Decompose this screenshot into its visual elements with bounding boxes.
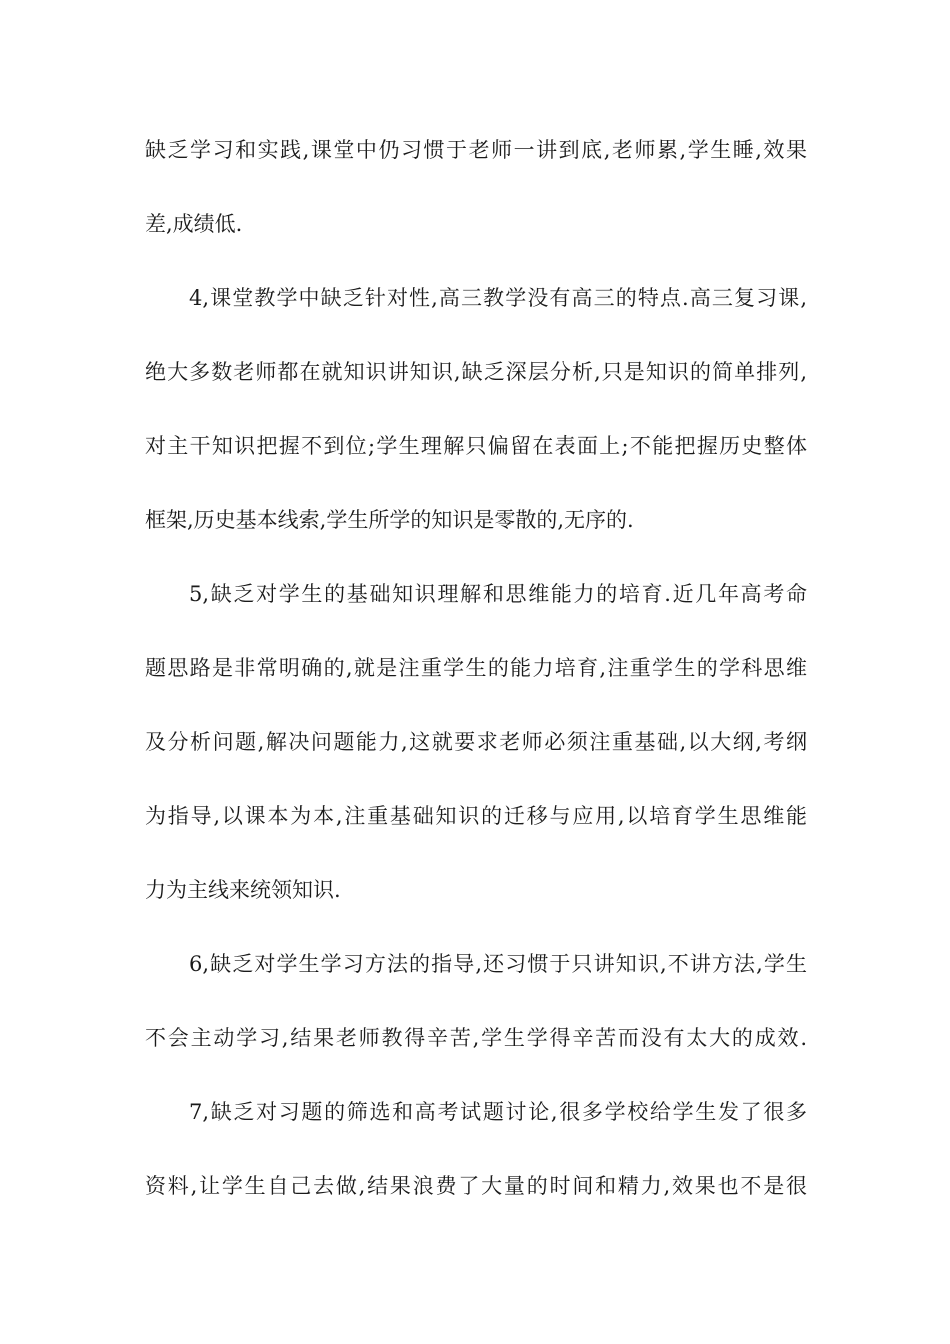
text-line: 及分析问题,解决问题能力,这就要求老师必须注重基础,以大纲,考纲	[145, 730, 807, 754]
text-line: 为指导,以课本为本,注重基础知识的迁移与应用,以培育学生思维能	[145, 804, 807, 828]
text-line: 资料,让学生自己去做,结果浪费了大量的时间和精力,效果也不是很	[145, 1174, 807, 1198]
text-line: 对主干知识把握不到位;学生理解只偏留在表面上;不能把握历史整体	[145, 434, 807, 458]
text-line: 差,成绩低.	[145, 212, 243, 236]
text-line: 5,缺乏对学生的基础知识理解和思维能力的培育.近几年高考命	[189, 582, 807, 606]
document-body	[145, 128, 807, 1238]
text-line: 不会主动学习,结果老师教得辛苦,学生学得辛苦而没有太大的成效.	[145, 1026, 807, 1050]
text-line: 4,课堂教学中缺乏针对性,高三教学没有高三的特点.高三复习课,	[189, 286, 807, 310]
text-line: 缺乏学习和实践,课堂中仍习惯于老师一讲到底,老师累,学生睡,效果	[145, 138, 807, 162]
text-line: 力为主线来统领知识.	[145, 878, 341, 902]
text-line: 7,缺乏对习题的筛选和高考试题讨论,很多学校给学生发了很多	[189, 1100, 807, 1124]
text-line: 题思路是非常明确的,就是注重学生的能力培育,注重学生的学科思维	[145, 656, 807, 680]
text-line: 绝大多数老师都在就知识讲知识,缺乏深层分析,只是知识的简单排列,	[145, 360, 807, 384]
text-line: 6,缺乏对学生学习方法的指导,还习惯于只讲知识,不讲方法,学生	[189, 952, 807, 976]
text-line: 框架,历史基本线索,学生所学的知识是零散的,无序的.	[145, 508, 634, 532]
